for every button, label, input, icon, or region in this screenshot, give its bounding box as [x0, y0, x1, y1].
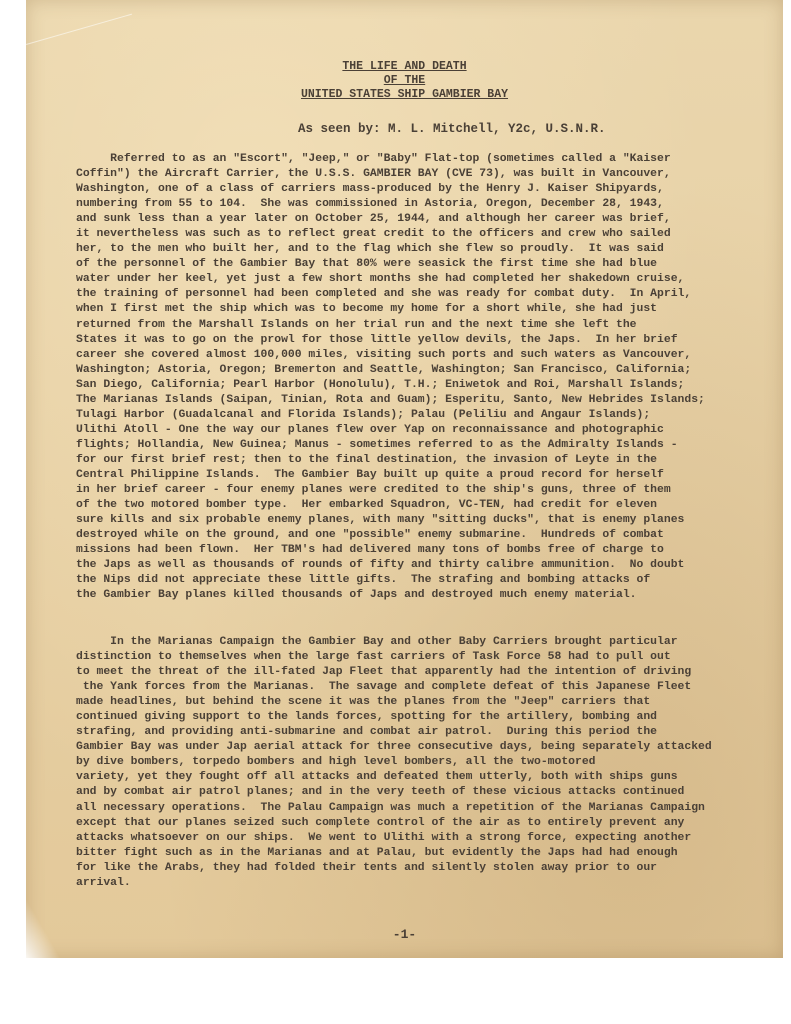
text-line: in her brief career - four enemy planes were credited to the ship's guns, three of them [76, 484, 671, 497]
text-line: Central Philippine Islands. The Gambier Bay built up quite a proud record for herself [76, 468, 664, 481]
text-line: to meet the threat of the ill-fated Jap Fleet that apparently had the intention of driving [76, 666, 692, 679]
document-page [26, 0, 783, 958]
text-line: the Japs as well as thousands of rounds of fifty and thirty calibre ammunition. No doubt [76, 559, 685, 572]
text-line: career she covered almost 100,000 miles, visiting such ports and such waters as Vancouver, [76, 348, 692, 361]
text-line: strafing, and providing anti-submarine and combat air patrol. During this period the [76, 726, 658, 739]
text-line: except that our planes seized such complete control of the air as to entirely prevent any [76, 816, 685, 829]
text-line: States it was to go on the prowl for those little yellow devils, the Japs. In her brief [76, 333, 678, 346]
text-line: Coffin") the Aircraft Carrier, the U.S.S. GAMBIER BAY (CVE 73), was built in Vancouver, [76, 168, 671, 181]
text-line: returned from the Marshall Islands on her trial run and the next time she left the [76, 318, 637, 331]
title-line-3: UNITED STATES SHIP GAMBIER BAY [300, 88, 509, 101]
text-line: of the personnel of the Gambier Bay that 80% were seasick the first time she had blue [76, 258, 658, 271]
text-line: by dive bombers, torpedo bombers and high level bombers, all the two-motored [76, 756, 596, 769]
text-line: all necessary operations. The Palau Campaign was much a repetition of the Marianas Campaign [76, 801, 705, 814]
text-line: and sunk less than a year later on October 25, 1944, and although her career was brief, [76, 213, 671, 226]
text-line: attacks whatsoever on our ships. We went to Ulithi with a strong force, expecting another [76, 831, 692, 844]
text-line: bitter fight such as in the Marianas and at Palau, but evidently the Japs had had enough [76, 846, 678, 859]
text-line: and by combat air patrol planes; and in the very teeth of these vicious attacks continued [76, 786, 685, 799]
text-line: In the Marianas Campaign the Gambier Bay and other Baby Carriers brought particular [76, 636, 678, 648]
text-line: her, to the men who built her, and to the flag which she flew so proudly. It was said [76, 243, 664, 256]
text-line: the training of personnel had been completed and she was ready for combat duty. In April, [76, 288, 692, 301]
text-line: Washington; Astoria, Oregon; Bremerton and Seattle, Washington; San Francisco, California; [76, 363, 692, 376]
text-line: sure kills and six probable enemy planes, with many "sitting ducks", that is enemy planes [76, 514, 685, 527]
text-line: Ulithi Atoll - One the way our planes flew over Yap on reconnaissance and photographic [76, 423, 664, 436]
text-line: destroyed while on the ground, and one "possible" enemy submarine. Hundreds of combat [76, 529, 664, 542]
text-line: Gambier Bay was under Jap aerial attack for three consecutive days, being separately attacked [76, 741, 712, 754]
text-line: distinction to themselves when the large fast carriers of Task Force 58 had to pull out [76, 651, 671, 664]
text-line: San Diego, California; Pearl Harbor (Honolulu), T.H.; Eniwetok and Roi, Marshall Islands; [76, 378, 685, 391]
text-line: of the two motored bomber type. Her embarked Squadron, VC-TEN, had credit for eleven [76, 499, 658, 512]
text-line: for our first brief rest; then to the final destination, the invasion of Leyte in the [76, 453, 658, 466]
text-line: Tulagi Harbor (Guadalcanal and Florida Islands); Palau (Peliliu and Angaur Islands); [76, 408, 651, 421]
text-line: the Yank forces from the Marianas. The savage and complete defeat of this Japanese Fleet [76, 681, 692, 694]
text-line: missions had been flown. Her TBM's had delivered many tons of bombs free of charge to [76, 544, 664, 557]
text-line: made headlines, but behind the scene it was the planes from the "Jeep" carriers that [76, 696, 651, 709]
text-line: continued giving support to the lands forces, spotting for the artillery, bombing and [76, 711, 658, 724]
paper-edge-wear [26, 878, 66, 958]
text-line: it nevertheless was such as to reflect great credit to the officers and crew who sailed [76, 228, 671, 241]
text-line: flights; Hollandia, New Guinea; Manus - sometimes referred to as the Admiralty Islands - [76, 438, 678, 451]
text-line: The Marianas Islands (Saipan, Tinian, Rota and Guam); Esperitu, Santo, New Hebrides Islands; [76, 393, 705, 406]
text-line: water under her keel, yet just a few short months she had completed her shakedown cruise, [76, 273, 685, 286]
text-line: for like the Arabs, they had folded their tents and silently stolen away prior to our [76, 861, 658, 874]
title-line-2: OF THE [383, 74, 426, 87]
title-line-1: THE LIFE AND DEATH [342, 60, 467, 73]
text-line: Referred to as an "Escort", "Jeep," or "Baby" Flat-top (sometimes called a "Kaiser [76, 153, 671, 165]
byline: As seen by: M. L. Mitchell, Y2c, U.S.N.R. [298, 122, 606, 136]
text-line: arrival. [76, 876, 131, 889]
paragraph-2 [76, 635, 783, 891]
document-title [26, 60, 783, 102]
text-line: numbering from 55 to 104. She was commissioned in Astoria, Oregon, December 28, 1943, [76, 198, 664, 211]
paragraph-1 [76, 152, 783, 603]
text-line: the Gambier Bay planes killed thousands of Japs and destroyed much enemy material. [76, 589, 637, 602]
text-line: Washington, one of a class of carriers mass-produced by the Henry J. Kaiser Shipyards, [76, 183, 664, 196]
text-line: when I first met the ship which was to become my home for a short while, she had just [76, 303, 658, 316]
page-number: -1- [392, 927, 417, 942]
text-line: the Nips did not appreciate these little gifts. The strafing and bombing attacks of [76, 574, 651, 587]
text-line: variety, yet they fought off all attacks and defeated them utterly, both with ships guns [76, 771, 678, 784]
